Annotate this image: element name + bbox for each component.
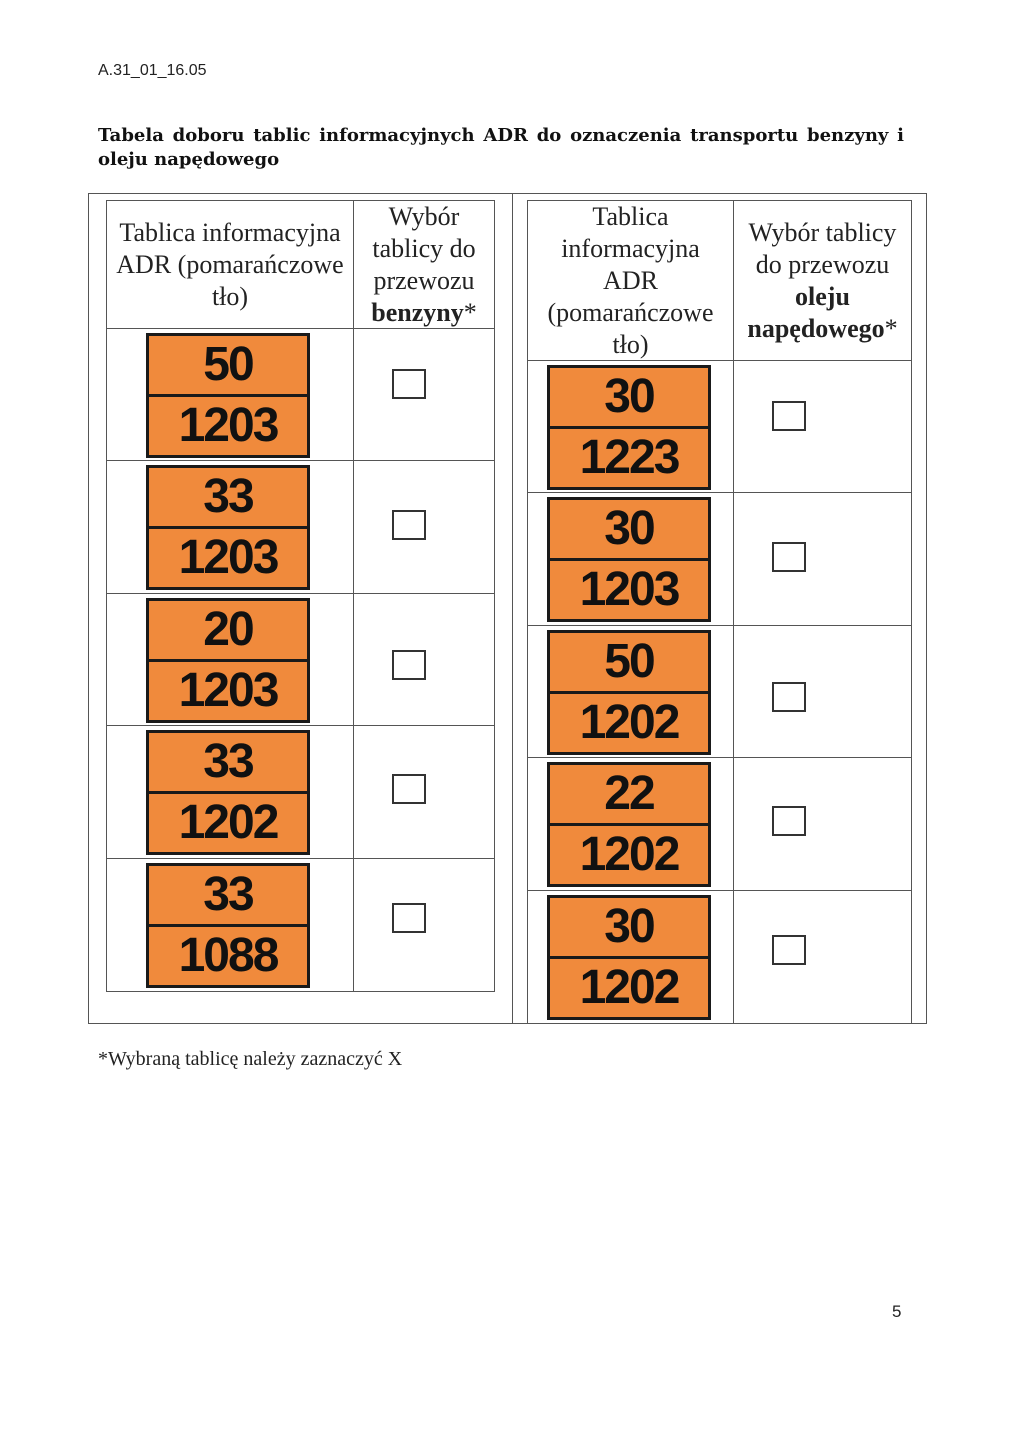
- header-line-bold: [747, 313, 897, 345]
- footnote: *Wybraną tablicę należy zaznaczyć X: [98, 1048, 403, 1070]
- column-header-plate: [528, 201, 733, 360]
- select-checkbox[interactable]: [392, 774, 426, 804]
- adr-plate: [547, 630, 711, 755]
- adr-plate: [547, 365, 711, 490]
- un-number: 1088: [178, 929, 278, 982]
- header-asterisk: *: [463, 297, 477, 327]
- adr-plate: [547, 497, 711, 622]
- header-line: przewozu: [373, 265, 475, 295]
- hazard-number: 50: [604, 635, 654, 688]
- adr-plate: [547, 762, 711, 887]
- hazard-number: 50: [203, 338, 253, 391]
- select-checkbox[interactable]: [392, 903, 426, 933]
- document-title: Tabela doboru tablic informacyjnych ADR do oznaczenia transportu benzyny i oleju napędowego: [98, 125, 904, 170]
- hazard-number: 22: [604, 767, 654, 820]
- header-line: Wybór: [388, 201, 460, 231]
- header-line: tablicy do: [372, 233, 476, 263]
- un-number: 1202: [579, 961, 679, 1014]
- adr-plate: [146, 863, 310, 988]
- row-separator: [107, 725, 494, 726]
- un-number: 1202: [579, 696, 679, 749]
- select-checkbox[interactable]: [772, 542, 806, 572]
- adr-plate: [146, 730, 310, 855]
- un-number: 1223: [579, 431, 679, 484]
- header-bold-text: oleju: [795, 281, 850, 311]
- row-separator: [107, 593, 494, 594]
- row-separator: [107, 460, 494, 461]
- row-separator: [528, 625, 911, 626]
- select-checkbox[interactable]: [392, 510, 426, 540]
- header-bold-text: napędowego: [747, 313, 885, 343]
- header-bold-text: benzyny: [371, 297, 464, 327]
- select-checkbox[interactable]: [392, 650, 426, 680]
- un-number: 1202: [178, 796, 278, 849]
- un-number: 1203: [178, 399, 278, 452]
- row-separator: [528, 492, 911, 493]
- column-header-choice: [354, 201, 494, 328]
- hazard-number: 33: [203, 470, 253, 523]
- adr-plate: [146, 465, 310, 590]
- hazard-number: 20: [203, 603, 253, 656]
- hazard-number: 33: [203, 868, 253, 921]
- select-checkbox[interactable]: [772, 401, 806, 431]
- row-separator: [107, 858, 494, 859]
- select-checkbox[interactable]: [772, 935, 806, 965]
- un-number: 1203: [579, 563, 679, 616]
- adr-plate: [146, 598, 310, 723]
- column-header-plate-text: Tablica informacyjna ADR (pomarańczowe tło): [116, 217, 344, 311]
- outer-divider: [512, 194, 513, 1023]
- header-line: Wybór tablicy: [748, 217, 897, 247]
- un-number: 1202: [579, 828, 679, 881]
- un-number: 1203: [178, 531, 278, 584]
- adr-plate: [547, 895, 711, 1020]
- hazard-number: 30: [604, 502, 654, 555]
- select-checkbox[interactable]: [392, 369, 426, 399]
- hazard-number: 33: [203, 735, 253, 788]
- header-line-bold: [747, 281, 897, 313]
- un-number: 1203: [178, 664, 278, 717]
- hazard-number: 30: [604, 900, 654, 953]
- header-asterisk: *: [884, 313, 898, 343]
- row-separator: [528, 757, 911, 758]
- header-line: do przewozu: [755, 249, 890, 279]
- header-line-bold: [371, 297, 476, 329]
- row-separator: [528, 890, 911, 891]
- column-header-plate-text: Tablica informacyjna ADR (pomarańczowe tło): [547, 201, 714, 359]
- select-checkbox[interactable]: [772, 682, 806, 712]
- document-code: A.31_01_16.05: [98, 62, 207, 79]
- column-header-plate: [107, 201, 353, 328]
- page-number: 5: [892, 1302, 902, 1321]
- hazard-number: 30: [604, 370, 654, 423]
- column-header-choice: [734, 201, 911, 360]
- adr-plate: [146, 333, 310, 458]
- select-checkbox[interactable]: [772, 806, 806, 836]
